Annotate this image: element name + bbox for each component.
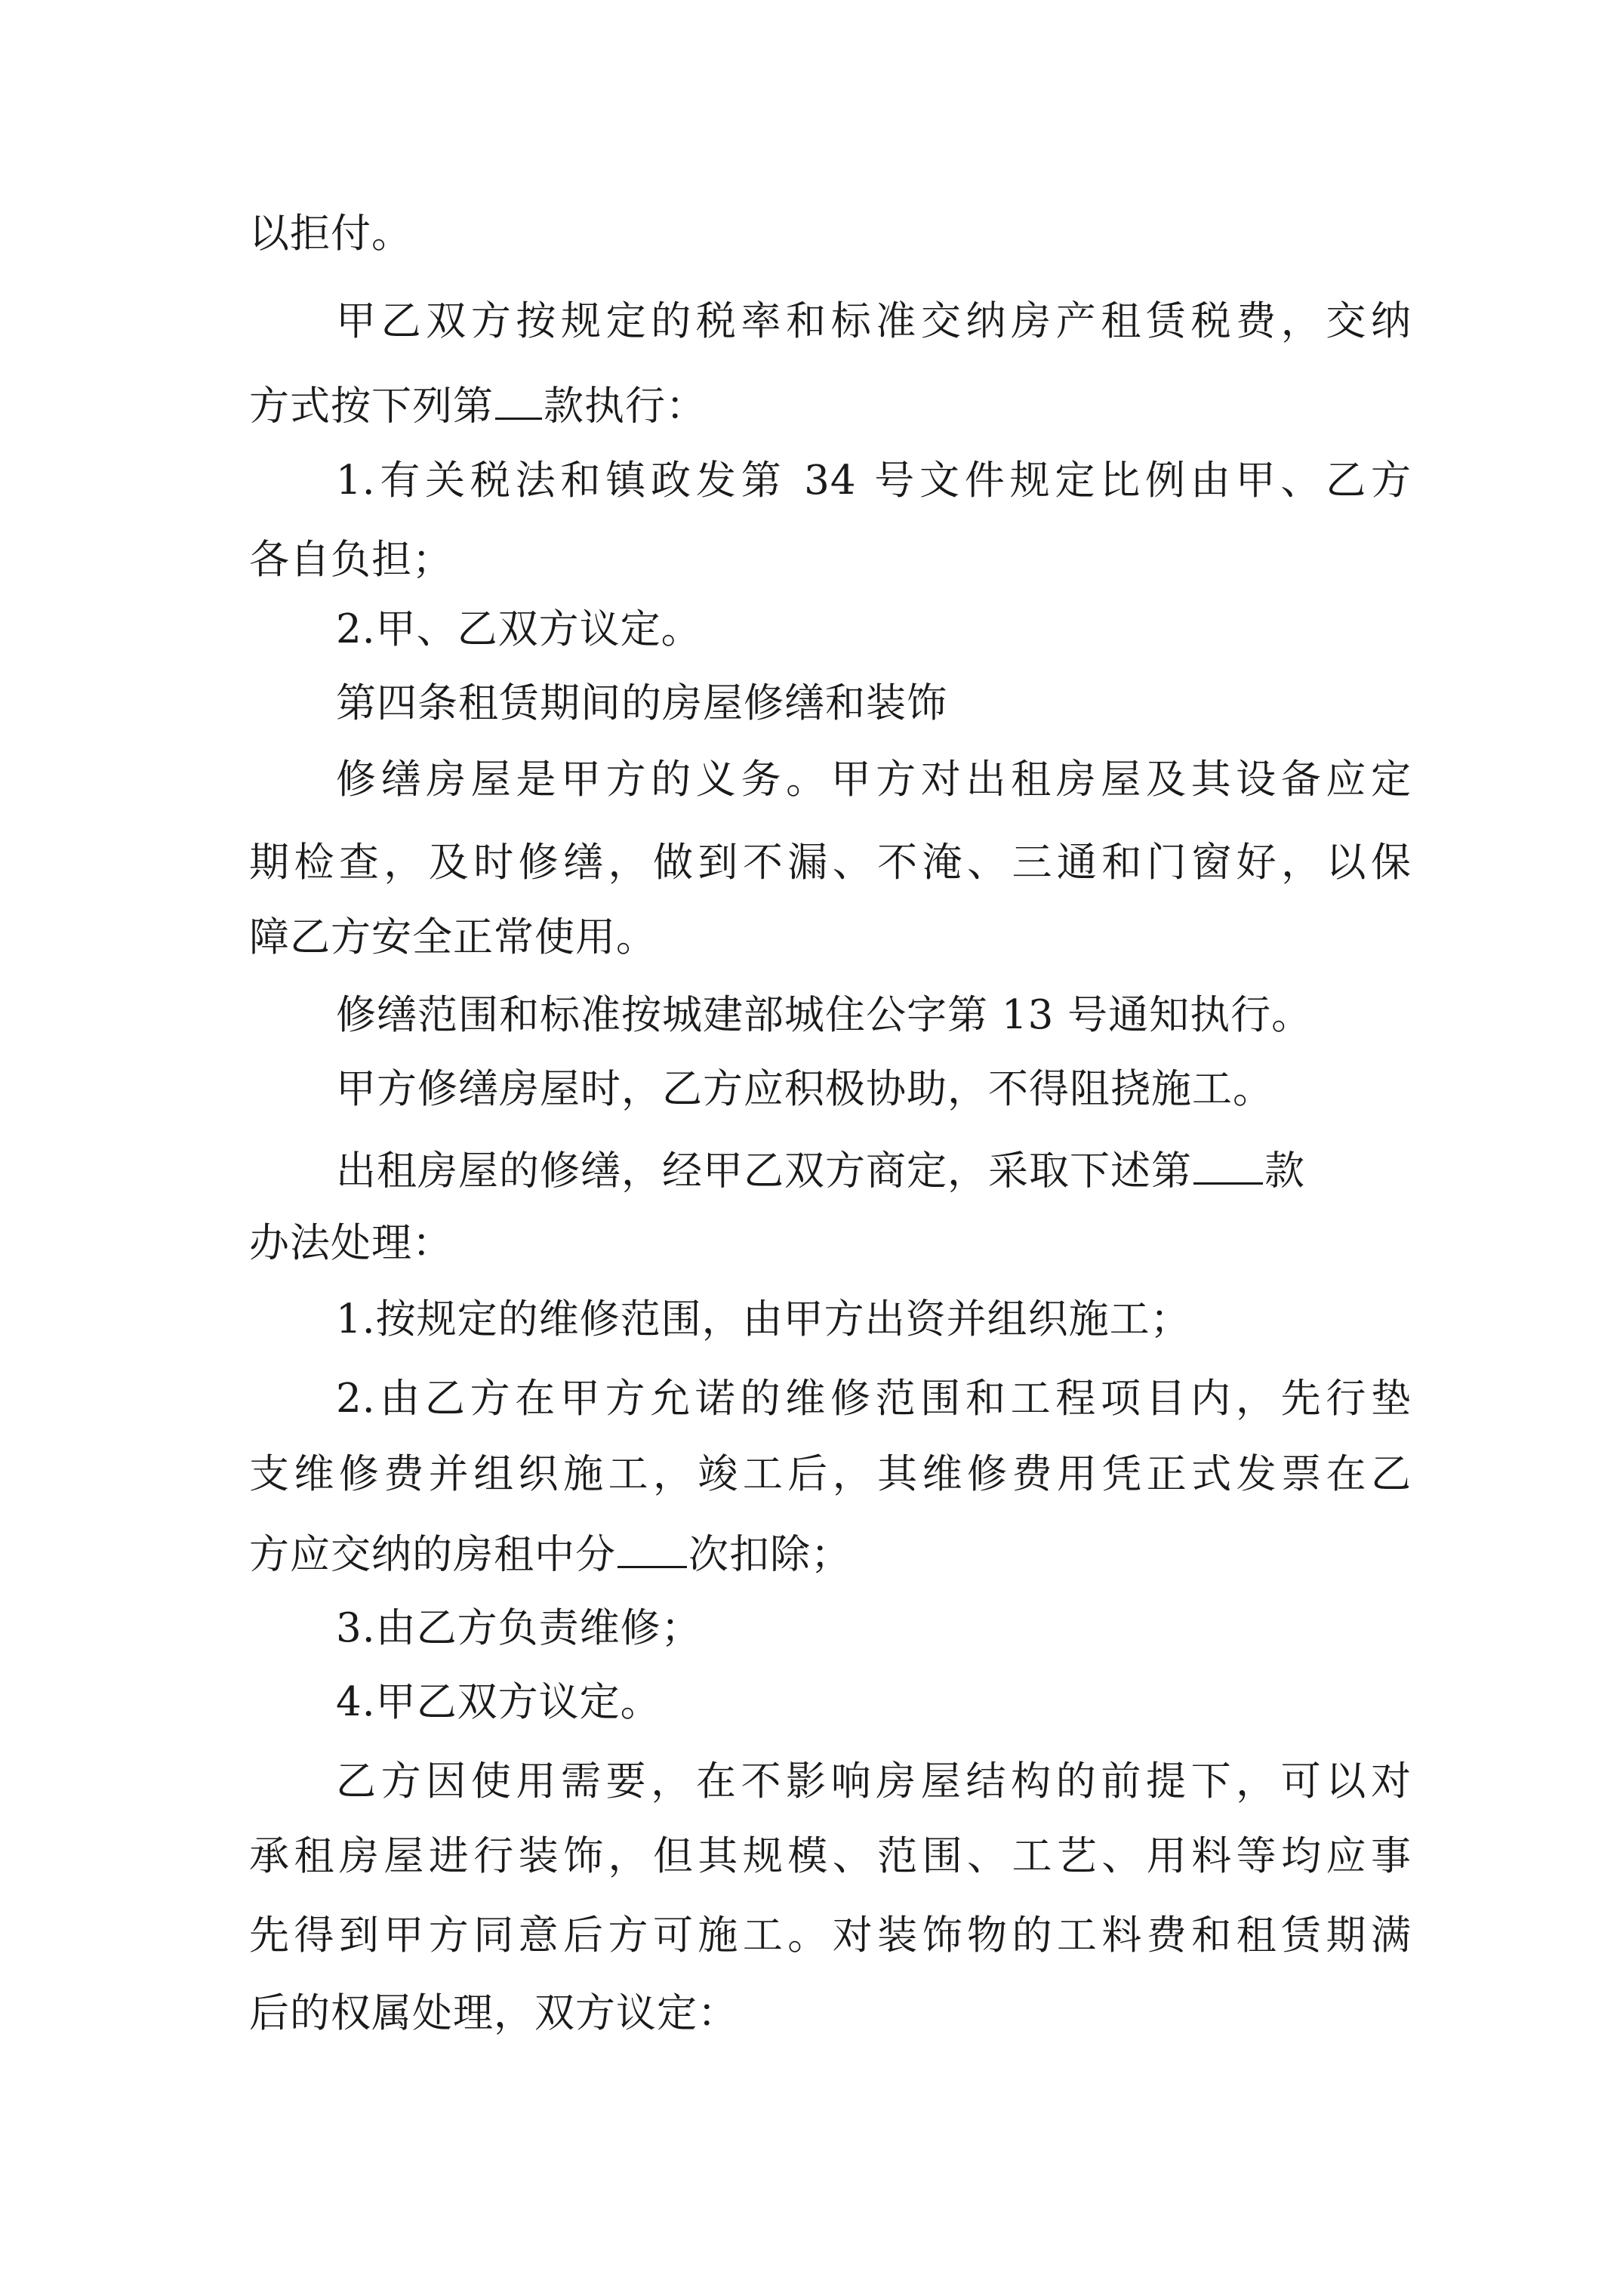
text-line: 2.甲、乙双方议定。: [336, 606, 702, 652]
text-line: 修缮范围和标准按城建部城住公字第 13 号通知执行。: [336, 992, 1313, 1038]
fill-in-blank[interactable]: [495, 381, 542, 420]
text-line: 障乙方安全正常使用。: [249, 914, 657, 960]
text-span: 出租房屋的修缮，经甲乙双方商定，采取下述第: [336, 1148, 1192, 1194]
text-line: 承租房屋进行装饰，但其规模、范围、工艺、用料等均应事: [249, 1833, 1412, 1879]
text-line: 1.有关税法和镇政发第 34 号文件规定比例由甲、乙方: [336, 458, 1412, 504]
text-line: 甲乙双方按规定的税率和标准交纳房产租赁税费，交纳: [336, 298, 1412, 344]
text-line: 办法处理：: [249, 1220, 453, 1266]
text-line: 1.按规定的维修范围，由甲方出资并组织施工；: [336, 1296, 1191, 1342]
text-line: 4.甲乙双方议定。: [336, 1679, 661, 1725]
text-line: 后的权属处理，双方议定：: [249, 1990, 738, 2036]
text-line: 期检查，及时修缮，做到不漏、不淹、三通和门窗好，以保: [249, 840, 1412, 886]
text-span: 次扣除；: [688, 1531, 852, 1578]
text-span: 方应交纳的房租中分: [249, 1531, 616, 1578]
text-span: 款执行：: [544, 383, 707, 430]
text-line: 3.由乙方负责维修；: [336, 1605, 702, 1651]
text-line: 先得到甲方同意后方可施工。对装饰物的工料费和租赁期满: [249, 1912, 1412, 1959]
text-line: 2.由乙方在甲方允诺的维修范围和工程项目内，先行垫: [336, 1376, 1412, 1422]
text-line: [336, 1146, 1412, 1194]
text-line: 各自负担；: [249, 537, 453, 583]
fill-in-blank[interactable]: [617, 1530, 687, 1568]
text-line: [249, 1530, 1412, 1578]
text-line: 修缮房屋是甲方的义务。甲方对出租房屋及其设备应定: [336, 757, 1412, 803]
text-line: [249, 381, 1412, 430]
fill-in-blank[interactable]: [1193, 1146, 1263, 1185]
text-span: 方式按下列第: [249, 383, 494, 430]
text-line: 乙方因使用需要，在不影响房屋结构的前提下，可以对: [336, 1758, 1412, 1804]
text-line: 甲方修缮房屋时，乙方应积极协助，不得阻挠施工。: [336, 1066, 1273, 1112]
text-line: 以拒付。: [249, 211, 412, 257]
text-span: 款: [1264, 1148, 1305, 1194]
text-line: 支维修费并组织施工，竣工后，其维修费用凭正式发票在乙: [249, 1451, 1412, 1497]
section-heading: 第四条租赁期间的房屋修缮和装饰: [336, 680, 947, 726]
